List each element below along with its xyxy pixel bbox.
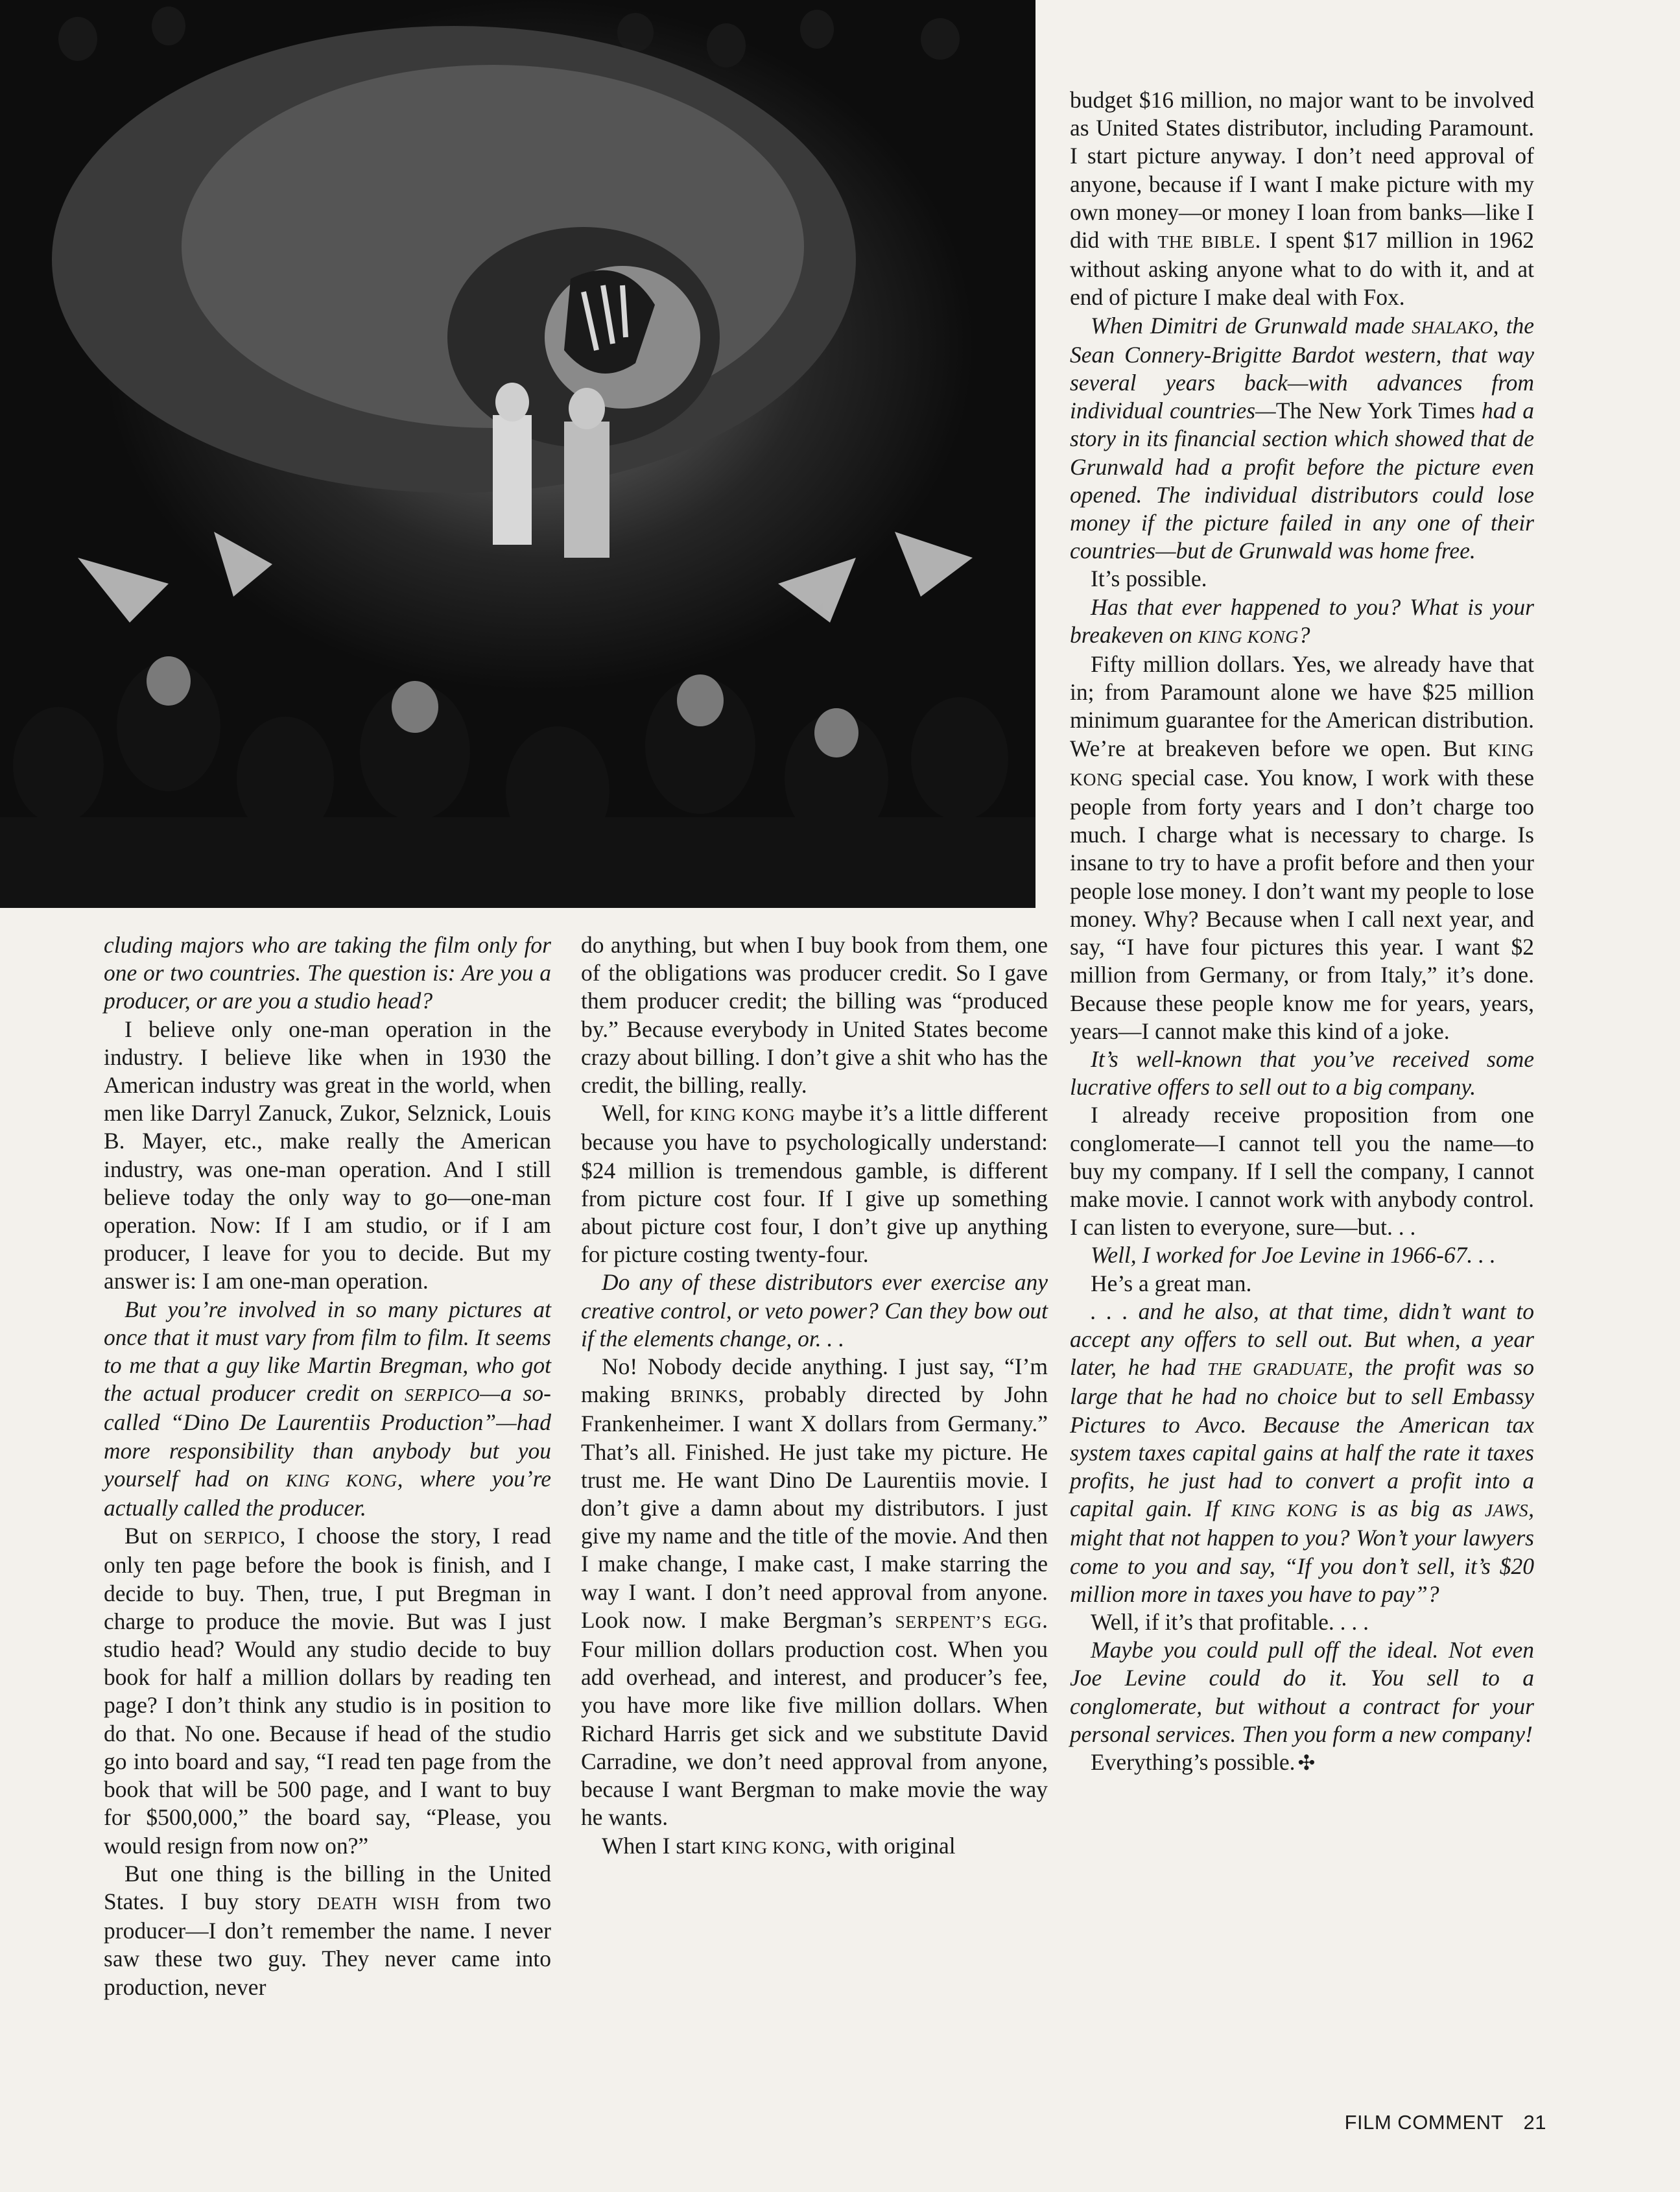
text-column-1 [104, 931, 551, 2001]
interview-question-paragraph: When Dimitri de Grunwald made SHALAKO, the Sean Connery-Brigitte Bardot western, that way several years back—with advances from individual countries—The New York Times had a story in its financial section which showed that de Grunwald had a profit before the picture even opened. The individual distributors could lose money if the picture failed in any one of their countries—but de Grunwald was home free. [1070, 312, 1534, 564]
interview-question-paragraph: Has that ever happened to you? What is your breakeven on KING KONG? [1070, 593, 1534, 648]
interview-answer-paragraph: When I start KING KONG, with original [602, 1832, 956, 1859]
interview-question-paragraph: But you’re involved in so many pictures at once that it must vary from film to film. It seems to me that a guy like Martin Bregman, who got the actual producer credit on SERPICO—a so-called “Dino De Laurentiis Production”—had more responsibility than anybody but you yourself had on KING KONG, where you’re actually called the producer. [104, 1296, 552, 1521]
interview-answer-paragraph: He’s a great man. [1091, 1270, 1252, 1296]
interview-question-paragraph: cluding majors who are taking the film only for one or two countries. The question is: Are you a producer, or are you a studio head? [104, 932, 551, 1014]
interview-question-paragraph: Do any of these distributors ever exercise any creative control, or veto power? Can they bow out if the elements change, or. . . [581, 1269, 1048, 1352]
interview-answer-paragraph: No! Nobody decide anything. I just say, “I’m making BRINKS, probably directed by John Frankenheimer. I want X dollars from Germany.” That’s all. Finished. He just take my picture. He trust me. He want Dino De Laurentiis movie. I don’t give a damn about my distributors. I just give my name and the title of the movie. And then I make change, I make cast, I make starring the way I want. I don’t need approval from anyone. Look now. I make Bergman’s SERPENT’S EGG. Four million dollars production cost. When you add overhead, and interest, and producer’s fee, you have more like five million dollars. When Richard Harris get sick and we substitute David Carradine, we don’t need approval from anyone, because I want Bergman to make movie the way he wants. [581, 1353, 1048, 1831]
interview-question-paragraph: It’s well-known that you’ve received some lucrative offers to sell out to a big company. [1070, 1045, 1534, 1101]
interview-answer-paragraph: But one thing is the billing in the United States. I buy story DEATH WISH from two producer—I don’t remember the name. I never saw these two guy. They never came into production, never [104, 1860, 552, 2000]
interview-answer-paragraph: do anything, but when I buy book from them, one of the obligations was producer credit. So I gave them producer credit; the billing was “produced by.” Because everybody in United States become crazy about billing. I don’t give a shit who has the credit, the billing, really. [581, 932, 1048, 1099]
interview-answer-paragraph: I believe only one-man operation in the industry. I believe like when in 1930 the American industry was great in the world, when men like Darryl Zanuck, Zukor, Selznick, Louis B. Mayer, etc., make really the American industry, was one-man operation. And I still believe today the only way to go—one-man operation. Now: If I am studio, or if I am producer, I leave for you to decide. But my answer is: I am one-man operation. [104, 1016, 551, 1294]
interview-answer-paragraph: Fifty million dollars. Yes, we already have that in; from Paramount alone we have $25 million minimum guarantee for the American distribution. We’re at breakeven before we open. But KING KONG special case. You know, I work with these people from forty years and I don’t charge too much. I charge what is necessary to charge. Is insane to try to have a profit before and then your people lose money. I don’t want my people to lose money. Why? Because when I call next year, and say, “I have four pictures this year. I want $2 million from Germany, or from Italy,” it’s done. Because these people know me for years, years, years—I cannot make this kind of a joke. [1070, 651, 1534, 1044]
interview-answer-paragraph: Everything’s possible. ✣ [1091, 1748, 1316, 1775]
text-column-2 [581, 931, 1048, 1861]
interview-question-paragraph: Well, I worked for Joe Levine in 1966-67. . . [1091, 1242, 1496, 1269]
page-number: 21 [1523, 2111, 1546, 2134]
interview-answer-paragraph: Well, if it’s that profitable. . . . [1091, 1608, 1369, 1635]
interview-answer-paragraph: But on SERPICO, I choose the story, I read only ten page before the book is finish, and I decide to buy. Then, true, I put Bregman in charge to produce the movie. But was I just studio head? Would any studio decide to buy book for half a million dollars by reading ten page? I don’t think any studio is in position to do that. No one. Because if head of the studio go into board and say, “I read ten page from the book that will be 500 page, and I want to buy for $500,000,” the board say, “Please, you would resign from now on?” [104, 1523, 551, 1859]
king-kong-photo [0, 0, 1035, 908]
interview-answer-paragraph: I already receive proposition from one conglomerate—I cannot tell you the name—to buy my company. If I sell the company, I cannot make movie. I cannot work with anybody control. I can listen to everyone, sure—but. . . [1070, 1102, 1534, 1241]
page-footer [1345, 2111, 1546, 2134]
interview-answer-paragraph: budget $16 million, no major want to be involved as United States distributor, including Paramount. I start picture anyway. I don’t need approval of anyone, because if I want I make picture with my own money—or money I loan from banks—like I did with THE BIBLE. I spent $17 million in 1962 without asking anyone what to do with it, and at end of picture I make deal with Fox. [1070, 87, 1534, 311]
publication-name: FILM COMMENT [1344, 2111, 1504, 2134]
interview-question-paragraph: Maybe you could pull off the ideal. Not even Joe Levine could do it. You sell to a conglomerate, but without a contract for your personal services. Then you form a new company! [1070, 1637, 1534, 1747]
interview-question-paragraph: . . . and he also, at that time, didn’t want to accept any offers to sell out. But when, a year later, he had THE GRADUATE, the profit was so large that he had no choice but to sell Embassy Pictures to Avco. Because the American tax system taxes capital gains at half the rate it taxes profits, he just had to convert a profit into a capital gain. If KING KONG is as big as JAWS, might that not happen to you? Won’t your lawyers come to you and say, “If you don’t sell, it’s $20 million more in taxes you have to pay”? [1070, 1298, 1534, 1607]
text-column-3 [1070, 86, 1534, 1777]
interview-answer-paragraph: It’s possible. [1091, 566, 1207, 592]
interview-answer-paragraph: Well, for KING KONG maybe it’s a little different because you have to psychologically understand: $24 million is tremendous gamble, is different from picture cost four. If I give up something about picture cost four, I don’t give up anything for picture costing twenty-four. [581, 1100, 1048, 1268]
